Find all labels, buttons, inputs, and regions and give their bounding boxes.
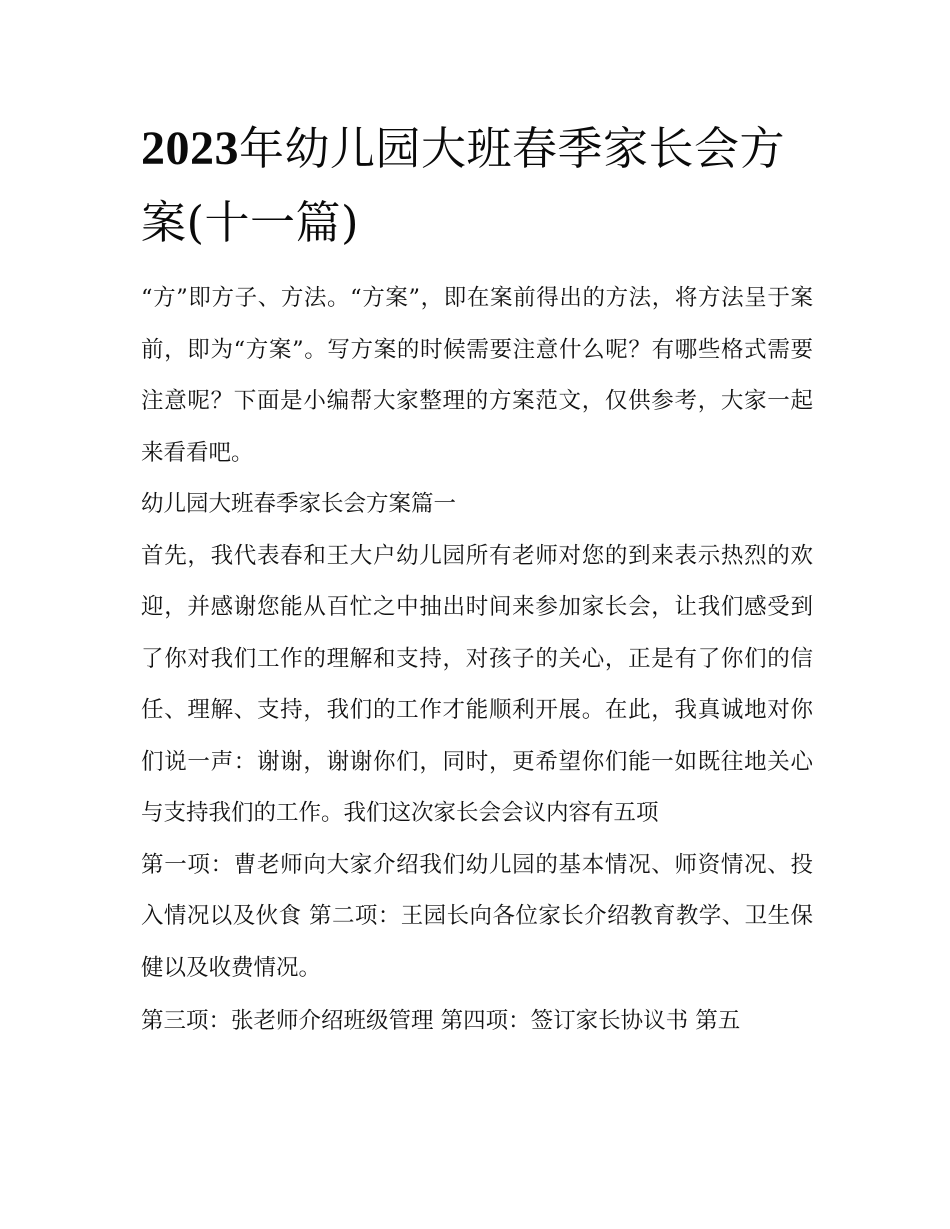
document-page (141, 112, 813, 1048)
section-heading: 幼儿园大班春季家长会方案篇一 (141, 491, 457, 517)
document-title (141, 112, 813, 260)
agenda-paragraph-1: 第一项：曹老师向大家介绍我们幼儿园的基本情况、师资情况、投入情况以及伙食 第二项：王园长向各位家长介绍教育教学、卫生保健以及收费情况。 (141, 851, 813, 981)
intro-paragraph: “方”即方子、方法。“方案”，即在案前得出的方法，将方法呈于案前，即为“方案”。写方案的时候需要注意什么呢？有哪些格式需要注意呢？下面是小编帮大家整理的方案范文，仅供参考，大家一起来看看吧。 (141, 285, 813, 466)
welcome-paragraph: 首先，我代表春和王大户幼儿园所有老师对您的到来表示热烈的欢迎，并感谢您能从百忙之中抽出时间来参加家长会，让我们感受到了你对我们工作的理解和支持，对孩子的关心，正是有了你们的信任、理解、支持，我们的工作才能顺利开展。在此，我真诚地对你们说一声：谢谢，谢谢你们，同时，更希望你们能一如既往地关心与支持我们的工作。我们这次家长会会议内容有五项 (141, 542, 813, 826)
title-year: 2023 (141, 122, 239, 175)
agenda-paragraph-2: 第三项：张老师介绍班级管理 第四项：签订家长协议书 第五 (141, 1008, 741, 1034)
title-text: 年幼儿园大班春季家长会方案(十一篇) (141, 122, 786, 249)
